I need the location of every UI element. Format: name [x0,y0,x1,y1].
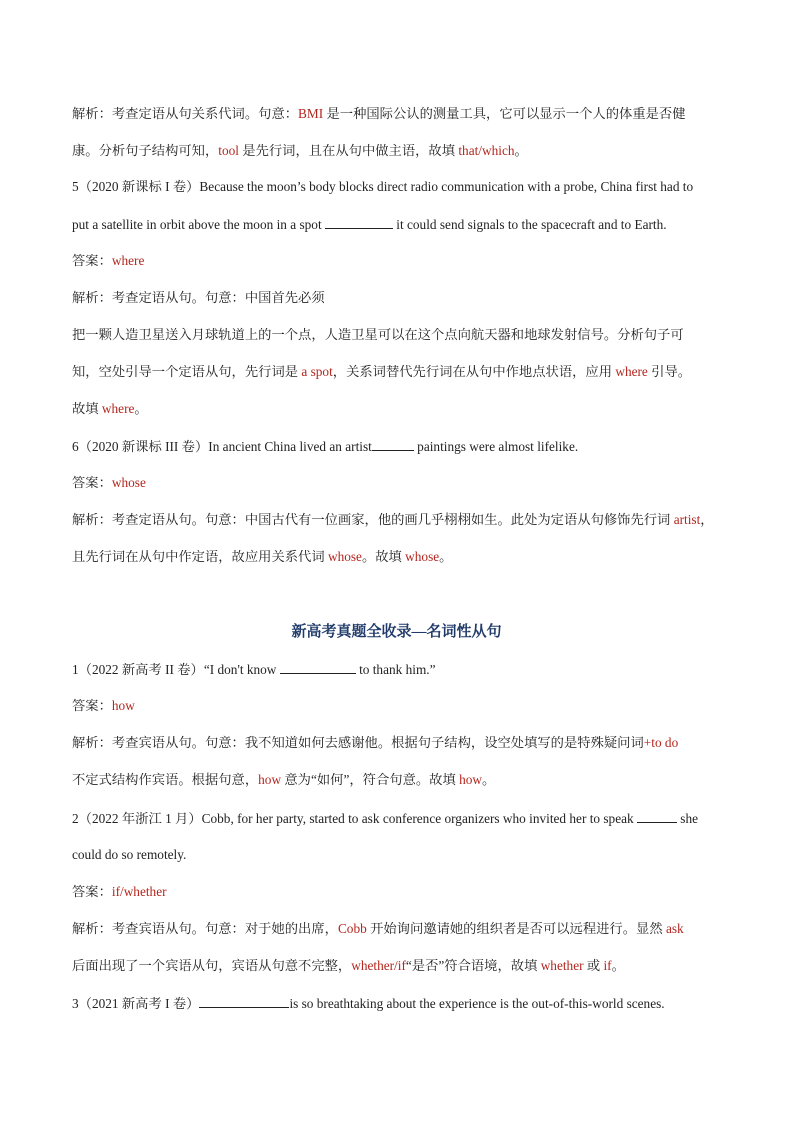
answer-blank [372,436,414,451]
analysis-line: 不定式结构作宾语。根据句意，how 意为“如何”，符合句意。故填 how。 [72,772,496,787]
answer-blank [199,993,289,1008]
question-2: 2（2022 年浙江 1 月）Cobb, for her party, started to ask conference organizers who invited her to speak she [72,808,732,829]
analysis-line: 解析：考查定语从句。句意：中国首先必须 [72,290,325,305]
answer-blank [637,808,677,823]
analysis-line: 知，空处引导一个定语从句，先行词是 a spot，关系词替代先行词在从句中作地点状语，应用 where 引导。 [72,364,692,379]
analysis-line: 把一颗人造卫星送入月球轨道上的一个点，人造卫星可以在这个点向航天器和地球发射信号。分析句子可 [72,327,684,342]
analysis-line: 解析：考查宾语从句。句意：对于她的出席，Cobb 开始询问邀请她的组织者是否可以远程进行。显然 ask [72,921,684,936]
answer-line: 答案：whose [72,475,146,490]
question-3: 3（2021 新高考 I 卷） is so breathtaking about the experience is the out-of-this-world scenes. [72,993,732,1014]
question-6: 6（2020 新课标 III 卷）In ancient China lived an artist paintings were almost lifelike. [72,436,732,457]
answer-blank [280,659,356,674]
analysis-line: 康。分析句子结构可知，tool 是先行词，且在从句中做主语，故填 that/which。 [72,143,528,158]
question-5: 5（2020 新课标 I 卷）Because the moon’s body blocks direct radio communication with a probe, China first had to [72,179,694,194]
analysis-line: 解析：考查宾语从句。句意：我不知道如何去感谢他。根据句子结构，设空处填写的是特殊疑问词+to do [72,735,679,750]
answer-line: 答案：where [72,253,145,268]
analysis-line: 且先行词在从句中作定语，故应用关系代词 whose。故填 whose。 [72,549,453,564]
answer-line: 答案：if/whether [72,884,167,899]
analysis-line: 解析：考查定语从句关系代词。句意：BMI 是一种国际公认的测量工具，它可以显示一个人的体重是否健 [72,106,686,121]
section-heading: 新高考真题全收录—名词性从句 [291,624,502,640]
question-2-cont: could do so remotely. [72,847,187,862]
analysis-line: 故填 where。 [72,401,148,416]
question-1: 1（2022 新高考 II 卷）“I don't know to thank him.” [72,659,732,680]
analysis-line: 解析：考查定语从句。句意：中国古代有一位画家，他的画几乎栩栩如生。此处为定语从句修饰先行词 artist， [72,512,714,527]
answer-line: 答案：how [72,698,135,713]
question-5-cont: put a satellite in orbit above the moon in a spot it could send signals to the spacecraft and to Earth. [72,214,732,235]
analysis-line: 后面出现了一个宾语从句，宾语从句意不完整，whether/if“是否”符合语境，故填 whether 或 if。 [72,958,625,973]
answer-blank [325,214,393,229]
